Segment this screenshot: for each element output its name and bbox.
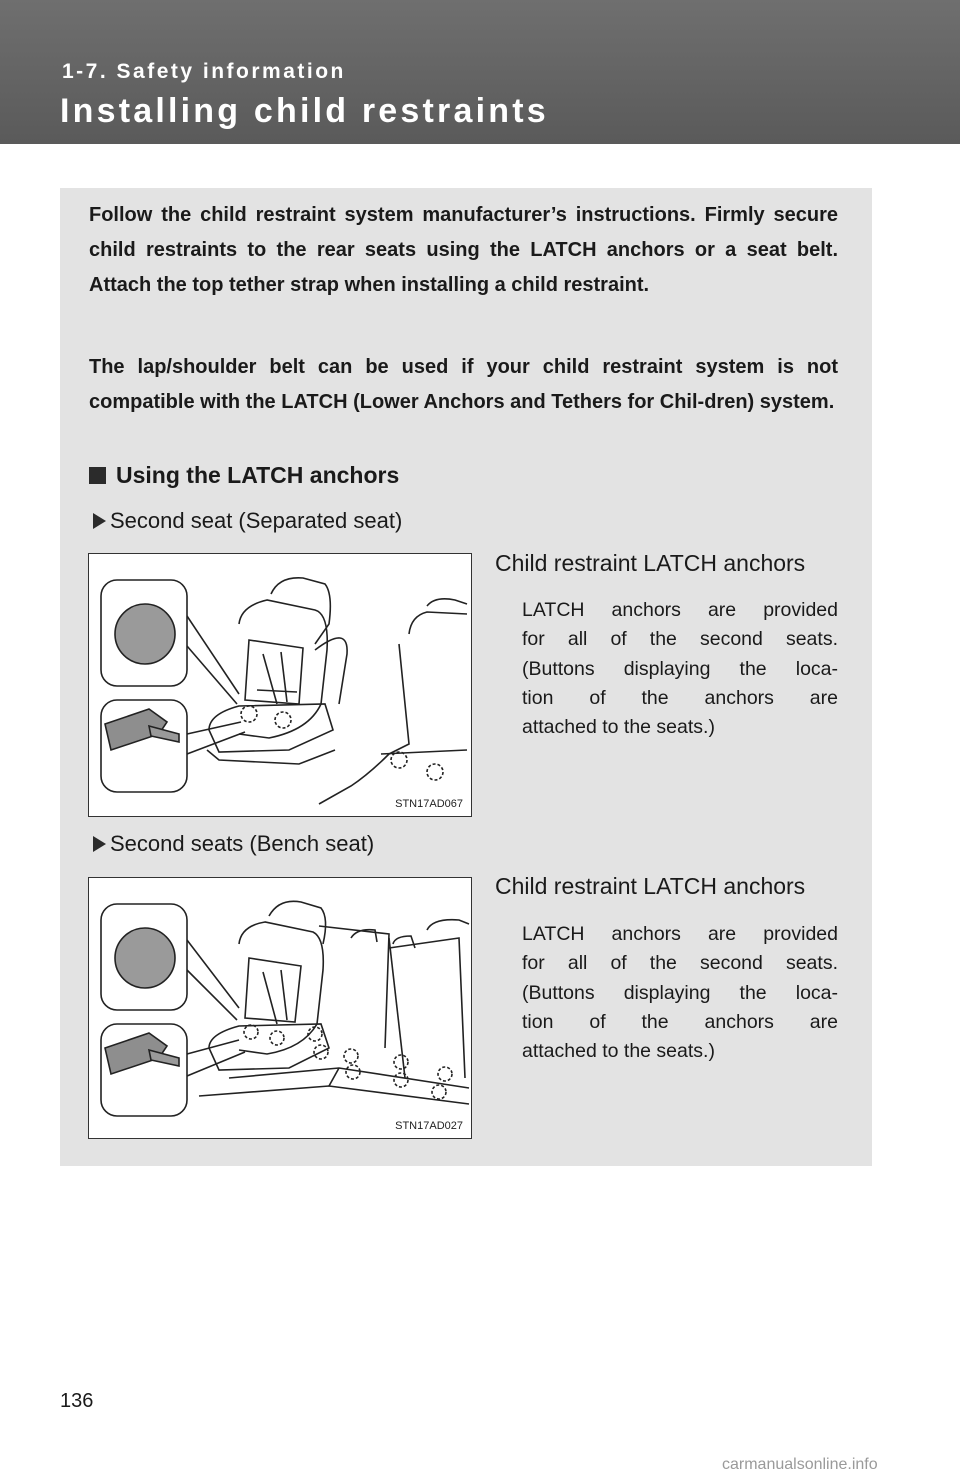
figure-code: STN17AD067 <box>395 798 463 810</box>
caption-line: LATCH anchors are provided <box>522 599 838 621</box>
intro-paragraph-1: Follow the child restraint system manufacturer’s instructions. Firmly secure child restraints to the rear seats using the LATCH anchors or a seat belt. Attach the top tether strap when installing a child restraint. <box>89 204 838 296</box>
section-label: 1-7. Safety information <box>62 60 346 83</box>
caption-text <box>522 596 838 742</box>
caption-line: attached to the seats.) <box>522 1040 715 1063</box>
caption-line: tion of the anchors are <box>522 686 838 709</box>
subheading-text: Using the LATCH anchors <box>116 462 400 488</box>
caption-line: (Buttons displaying the loca- <box>522 657 838 680</box>
caption-line: (Buttons displaying the loca- <box>522 981 838 1004</box>
page-number: 136 <box>60 1390 94 1412</box>
caption-line: tion of the anchors are <box>522 1010 838 1033</box>
page-title: Installing child restraints <box>60 92 549 130</box>
intro-paragraph-2: The lap/shoulder belt can be used if your child restraint system is not compatible with the LATCH (Lower Anchors and Tethers for Chil-dren) system. <box>89 356 838 413</box>
subheading <box>89 462 399 489</box>
square-bullet-icon <box>89 467 106 484</box>
caption-text <box>522 920 838 1066</box>
separated-seat-drawing <box>89 554 471 816</box>
page-header <box>0 0 960 144</box>
caption-line: for all of the second seats. <box>522 952 838 975</box>
seat-type-label-bench <box>93 831 374 857</box>
seat-type-text: Second seat (Separated seat) <box>110 508 403 533</box>
caption-title: Child restraint LATCH anchors <box>495 873 806 899</box>
seat-type-text: Second seats (Bench seat) <box>110 831 375 856</box>
caption-line: attached to the seats.) <box>522 716 715 739</box>
figure-code: STN17AD027 <box>395 1120 463 1132</box>
caption-line: for all of the second seats. <box>522 628 838 651</box>
seat-type-label-separated <box>93 508 402 534</box>
triangle-bullet-icon <box>93 513 106 529</box>
triangle-bullet-icon <box>93 836 106 852</box>
bench-seat-drawing <box>89 878 471 1138</box>
caption-line: LATCH anchors are provided <box>522 923 838 945</box>
caption-title: Child restraint LATCH anchors <box>495 550 806 576</box>
separated-seat-illustration <box>88 553 472 817</box>
watermark: carmanualsonline.info <box>722 1456 878 1473</box>
bench-seat-illustration <box>88 877 472 1139</box>
